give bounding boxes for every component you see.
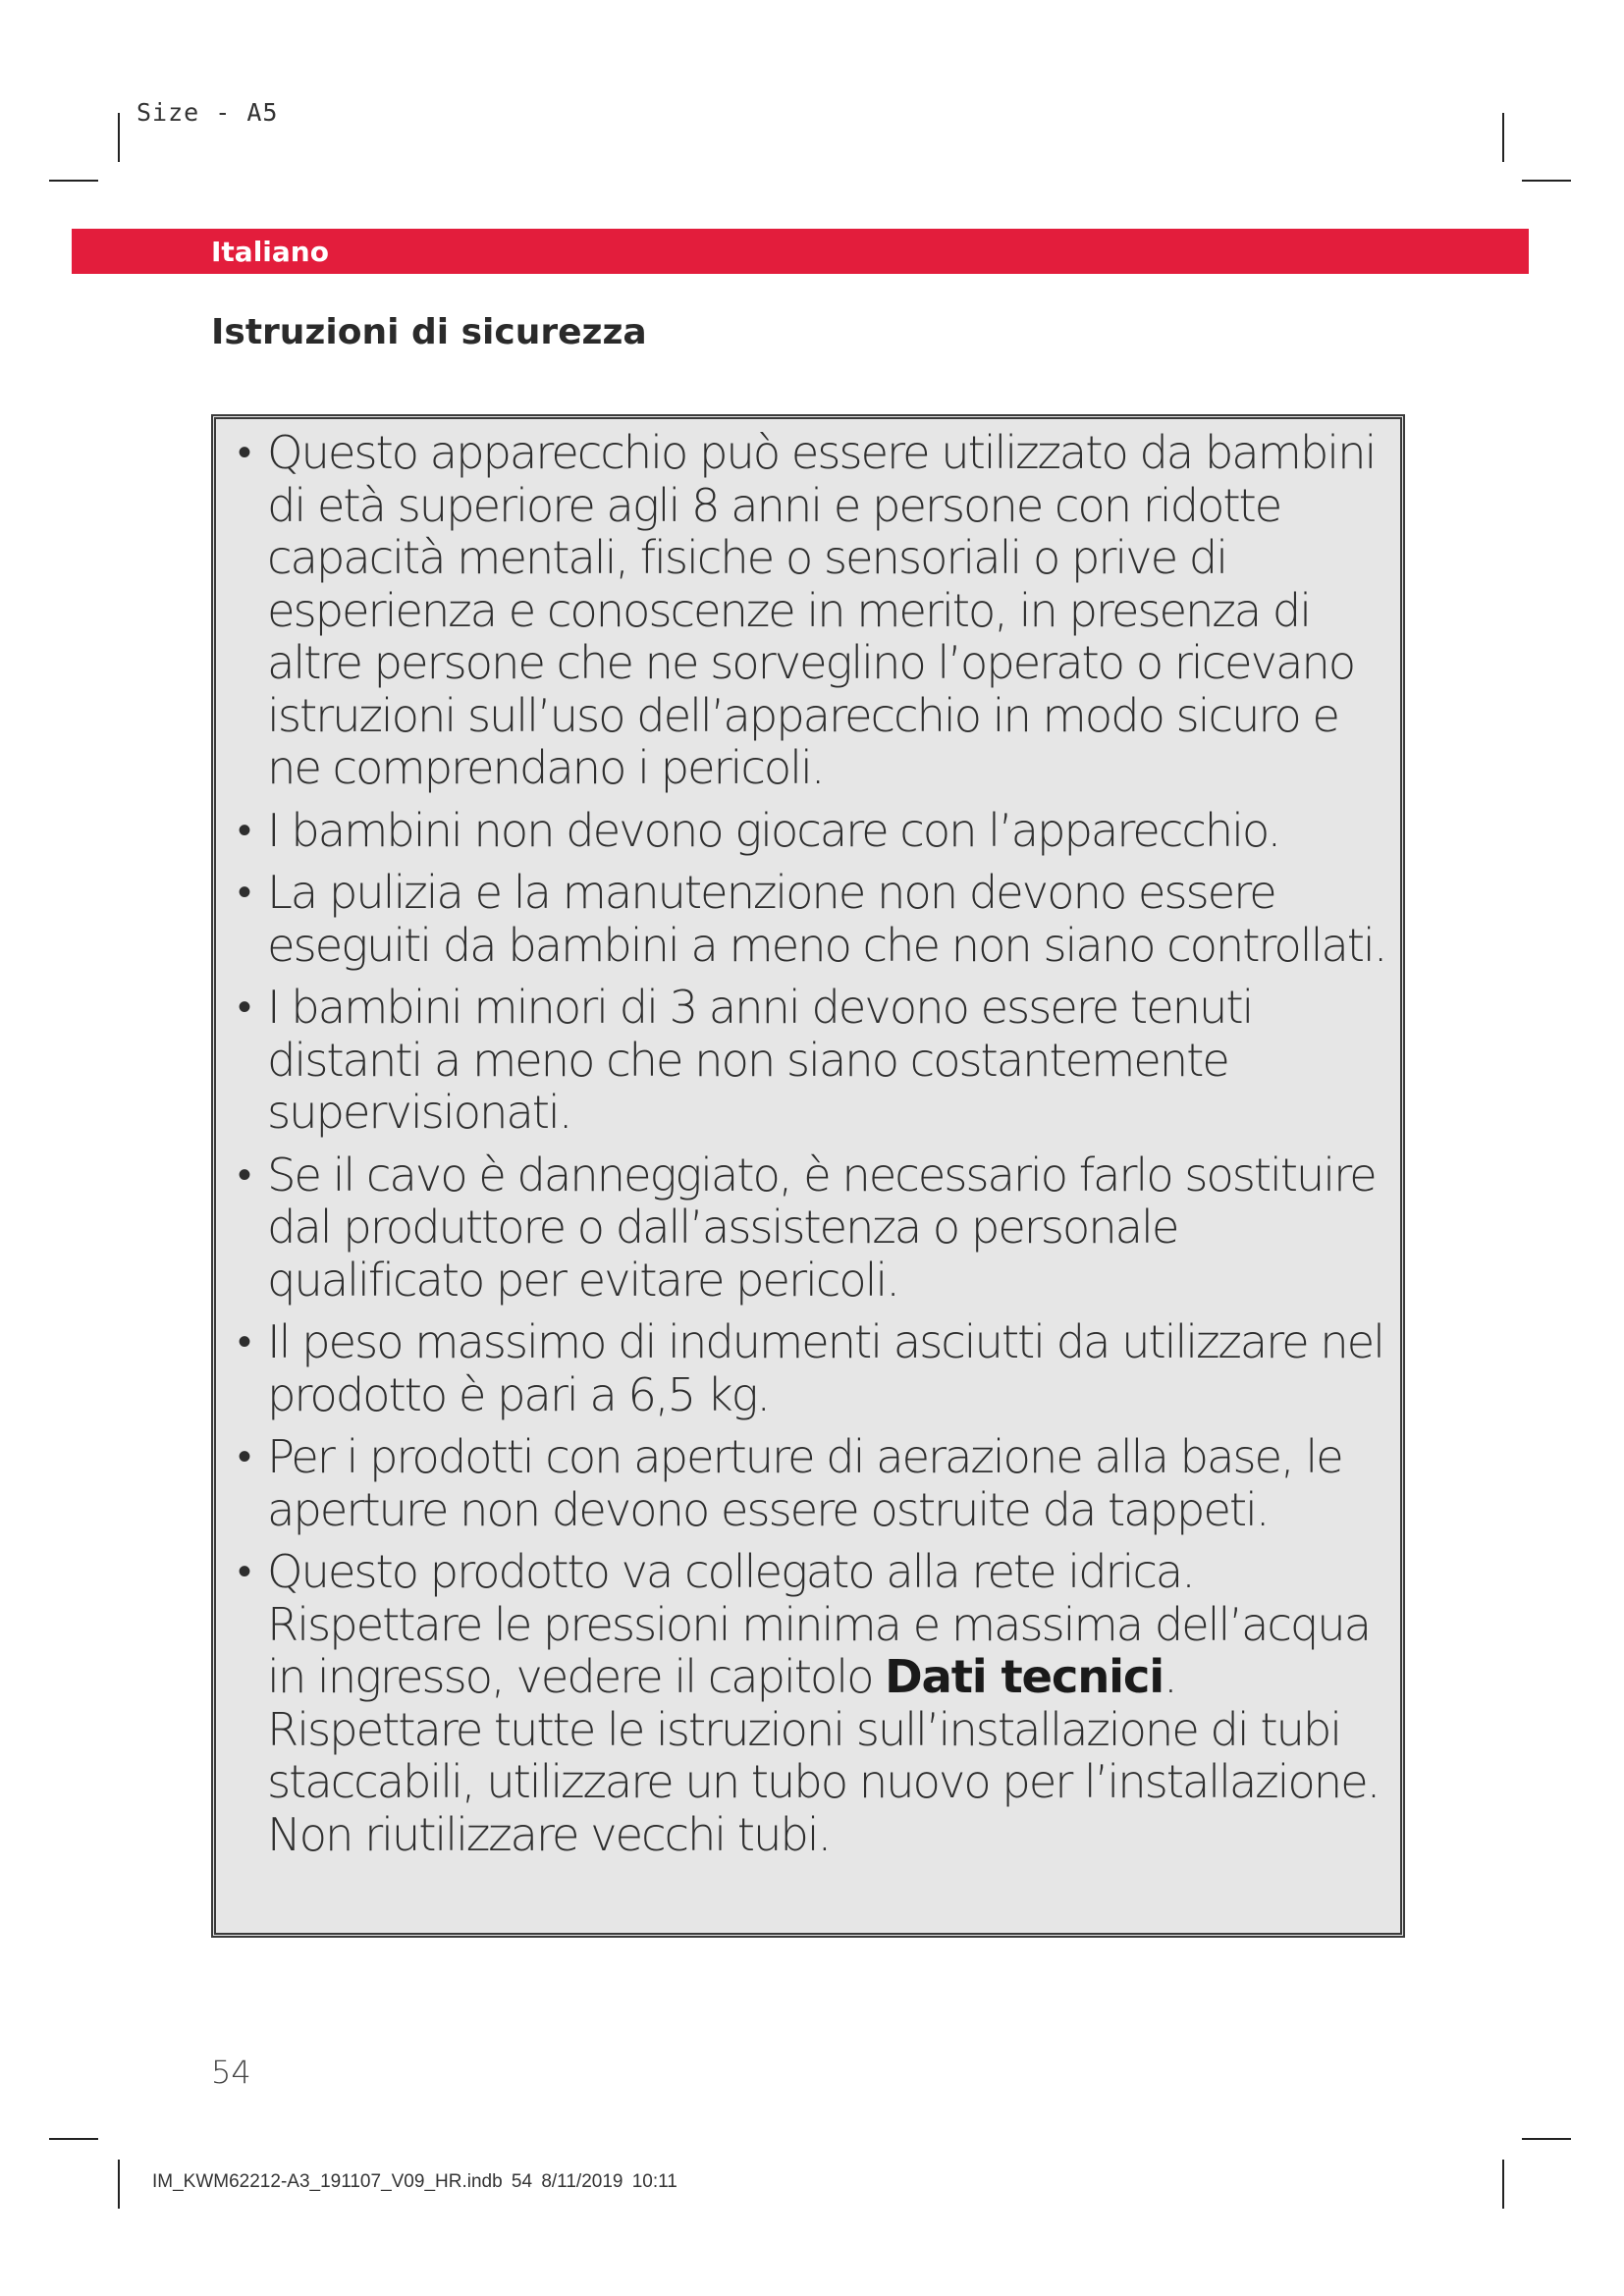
safety-item-text: I bambini non devono giocare con l’apparecchio.: [267, 803, 1280, 857]
safety-item: [216, 1149, 1390, 1308]
safety-list: [216, 419, 1400, 1861]
safety-item-text-end: . Rispettare tutte le istruzioni sull’installazione di tubi staccabili, utilizzare un tubo nuovo per l’installazione. Non riutilizzare vecchi tubi.: [267, 1650, 1380, 1861]
crop-mark: [1502, 113, 1504, 162]
safety-item-text: I bambini minori di 3 anni devono essere tenuti distanti a meno che non siano costantemente supervisionati.: [267, 981, 1253, 1139]
bullet-icon: •: [238, 430, 249, 475]
crop-mark: [118, 2160, 120, 2209]
safety-item: [216, 1546, 1390, 1861]
safety-item-text: Questo apparecchio può essere utilizzato da bambini di età superiore agli 8 anni e persone con ridotte capacità mentali, fisiche o sensoriali o prive di esperienza e conoscenze in merito, in presenza di altre persone che ne sorveglino l’operato o ricevano istruzioni sull’uso dell’apparecchio in modo sicuro e ne comprendano i pericoli.: [267, 426, 1376, 794]
safety-item: [216, 427, 1390, 795]
crop-mark: [1522, 180, 1571, 182]
safety-item-text: Per i prodotti con aperture di aerazione alla base, le aperture non devono essere ostruite da tappeti.: [267, 1430, 1342, 1536]
safety-item: [216, 867, 1390, 972]
safety-item-text-start: Questo prodotto va collegato alla rete idrica. Rispettare le pressioni minima e massima dell’acqua in ingresso, vedere il capitolo: [267, 1545, 1371, 1703]
file-info: IM_KWM62212-A3_191107_V09_HR.indb 54 8/11/2019 10:11: [152, 2171, 677, 2192]
bullet-icon: •: [238, 1151, 249, 1198]
safety-item-text: Se il cavo è danneggiato, è necessario farlo sostituire dal produttore o dall’assistenza o personale qualificato per evitare pericoli.: [267, 1148, 1376, 1307]
size-label: Size - A5: [136, 98, 279, 127]
bullet-icon: •: [238, 985, 249, 1030]
bullet-icon: •: [238, 1434, 249, 1479]
crop-mark: [1522, 2138, 1571, 2140]
safety-item-text: La pulizia e la manutenzione non devono essere eseguiti da bambini a meno che non siano controllati.: [267, 866, 1386, 972]
bullet-icon: •: [238, 807, 249, 853]
bullet-icon: •: [238, 1319, 249, 1364]
bullet-icon: •: [238, 870, 249, 915]
language-label: Italiano: [211, 236, 329, 268]
crop-mark: [49, 180, 98, 182]
crop-mark: [118, 113, 120, 162]
safety-instructions-box: [211, 414, 1405, 1938]
section-title: Istruzioni di sicurezza: [211, 312, 647, 352]
crop-mark: [1502, 2160, 1504, 2209]
crop-mark: [49, 2138, 98, 2140]
safety-item: [216, 982, 1390, 1140]
bullet-icon: •: [238, 1549, 249, 1594]
technical-data-reference: Dati tecnici: [885, 1650, 1164, 1703]
page-number: 54: [211, 2054, 251, 2091]
safety-item: [216, 805, 1390, 858]
safety-item-text: Il peso massimo di indumenti asciutti da utilizzare nel prodotto è pari a 6,5 kg.: [267, 1315, 1383, 1421]
safety-item: [216, 1431, 1390, 1536]
safety-item: [216, 1316, 1390, 1421]
